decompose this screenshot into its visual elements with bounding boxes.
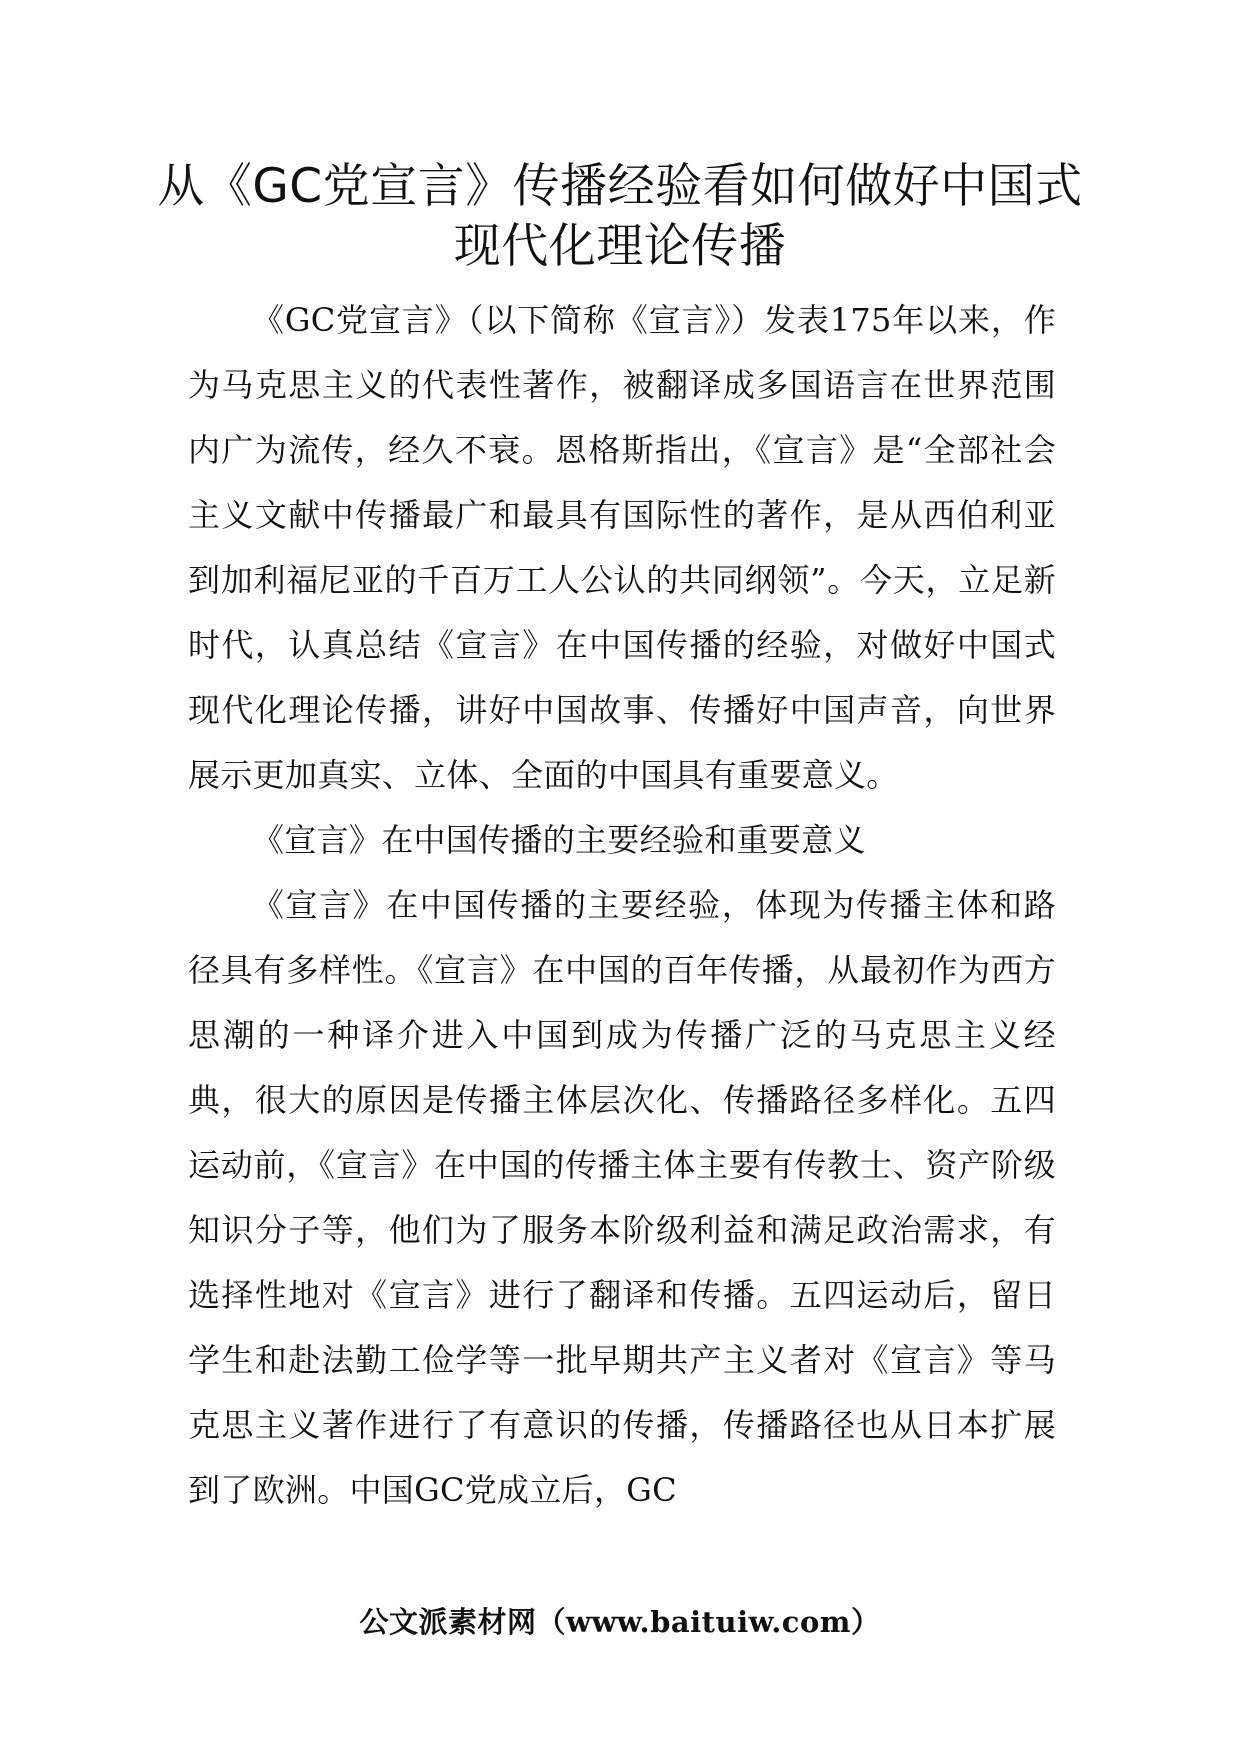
document-title: 从《GC党宣言》传播经验看如何做好中国式现代化理论传播 [157,159,1083,274]
section-heading: 《宣言》在中国传播的主要经验和重要意义 [252,821,866,859]
footer-watermark-text: 公文派素材网（www.baituiw.com） [359,1605,881,1639]
paragraph-intro: 《GC党宣言》（以下简称《宣言》）发表175年以来，作为马克思主义的代表性著作，被翻译成多国语言在世界范围内广为流传，经久不衰。恩格斯指出，《宣言》是“全部社会主义文献中传播最广和最具有国际性的著作，是从西伯利亚到加利福尼亚的千百万工人公认的共同纲领”。今天，立足新时代，认真总结《宣言》在中国传播的经验，对做好中国式现代化理论传播，讲好中国故事、传播好中国声音，向世界展示更加真实、立体、全面的中国具有重要意义。 [188,301,1056,794]
paragraph-experience: 《宣言》在中国传播的主要经验，体现为传播主体和路径具有多样性。《宣言》在中国的百年传播，从最初作为西方思潮的一种译介进入中国到成为传播广泛的马克思主义经典，很大的原因是传播主体层次化、传播路径多样化。五四运动前，《宣言》在中国的传播主体主要有传教士、资产阶级知识分子等，他们为了服务本阶级利益和满足政治需求，有选择性地对《宣言》进行了翻译和传播。五四运动后，留日学生和赴法勤工俭学等一批早期共产主义者对《宣言》等马克思主义著作进行了有意识的传播，传播路径也从日本扩展到了欧洲。中国GC党成立后，GC [188,886,1056,1509]
document-body [188,288,1056,1523]
